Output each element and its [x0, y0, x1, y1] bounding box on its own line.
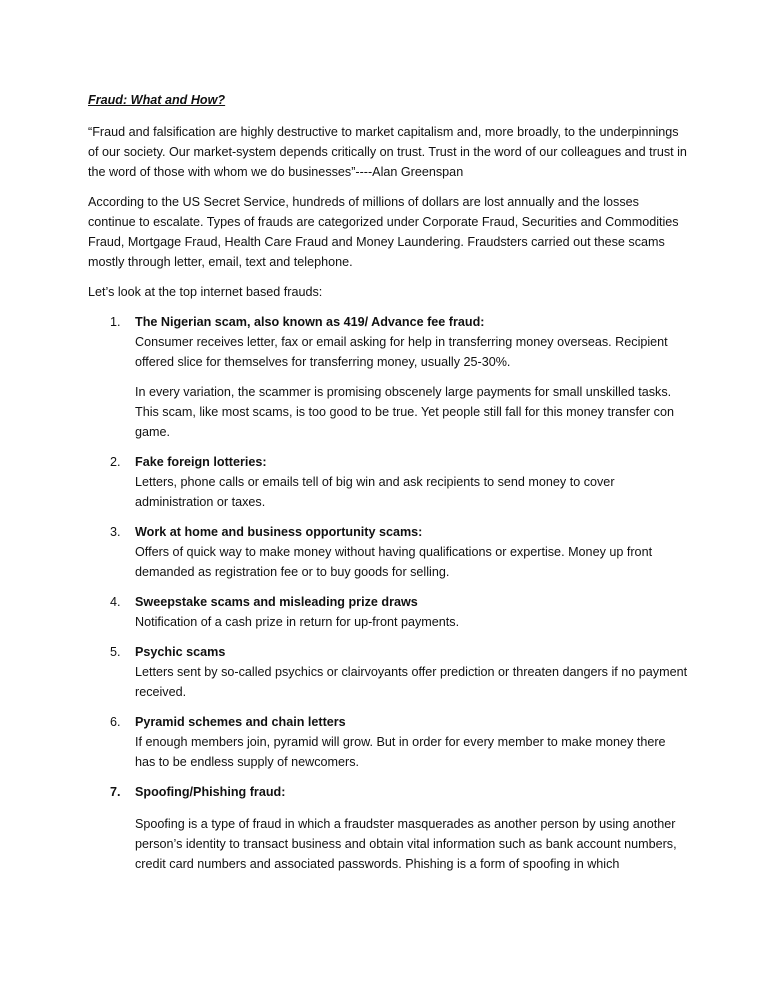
item-body: Notification of a cash prize in return for up-front payments. — [135, 615, 460, 629]
document-page — [88, 90, 688, 884]
list-item — [88, 712, 688, 772]
item-body: Spoofing is a type of fraud in which a fraudster masquerades as another person by using another person’s identity to transact business and obtain vital information such as bank account numbers, credit card numbers and associated passwords. Phishing is a form of spoofing in which — [135, 817, 677, 871]
document-title: Fraud: What and How? — [88, 93, 226, 107]
item-number: 6. — [110, 715, 121, 729]
list-item — [88, 642, 688, 702]
item-title: Sweepstake scams and misleading prize draws — [135, 595, 418, 609]
list-lead-in: Let’s look at the top internet based frauds: — [88, 285, 323, 299]
item-title: Work at home and business opportunity scams: — [135, 525, 423, 539]
item-number: 1. — [110, 315, 121, 329]
item-body: Consumer receives letter, fax or email asking for help in transferring money overseas. Recipient offered slice for themselves for transferring money, usually 25-30%. — [135, 335, 668, 369]
intro-paragraph: According to the US Secret Service, hundreds of millions of dollars are lost annually and the losses continue to escalate. Types of frauds are categorized under Corporate Fraud, Securities and Commodities Fraud, Mortgage Fraud, Health Care Fraud and Money Laundering. Fraudsters carried out these scams mostly through letter, email, text and telephone. — [88, 195, 679, 269]
item-extra: In every variation, the scammer is promising obscenely large payments for small unskilled tasks. This scam, like most scams, is too good to be true. Yet people still fall for this money transfer con game. — [135, 385, 674, 439]
item-title: Spoofing/Phishing fraud: — [135, 785, 286, 799]
item-number: 7. — [110, 785, 121, 799]
item-body: Letters, phone calls or emails tell of big win and ask recipients to send money to cover administration or taxes. — [135, 475, 615, 509]
item-number: 3. — [110, 525, 121, 539]
list-item — [88, 782, 688, 874]
list-item — [88, 452, 688, 512]
item-title: Fake foreign lotteries: — [135, 455, 267, 469]
list-item — [88, 522, 688, 582]
item-number: 5. — [110, 645, 121, 659]
list-item — [88, 592, 688, 632]
item-body: Offers of quick way to make money without having qualifications or expertise. Money up front demanded as registration fee or to buy goods for selling. — [135, 545, 653, 579]
item-title: The Nigerian scam, also known as 419/ Advance fee fraud: — [135, 315, 485, 329]
item-body: If enough members join, pyramid will grow. But in order for every member to make money there has to be endless supply of newcomers. — [135, 735, 666, 769]
list-item — [88, 312, 688, 442]
greenspan-quote: “Fraud and falsification are highly destructive to market capitalism and, more broadly, to the underpinnings of our society. Our market-system depends critically on trust. Trust in the word of our colleagues and trust in the word of those with whom we do businesses”----Alan Greenspan — [88, 125, 687, 179]
fraud-list — [88, 312, 688, 874]
item-title: Pyramid schemes and chain letters — [135, 715, 346, 729]
item-number: 4. — [110, 595, 121, 609]
item-body: Letters sent by so-called psychics or clairvoyants offer prediction or threaten dangers if no payment received. — [135, 665, 688, 699]
item-number: 2. — [110, 455, 121, 469]
item-title: Psychic scams — [135, 645, 226, 659]
